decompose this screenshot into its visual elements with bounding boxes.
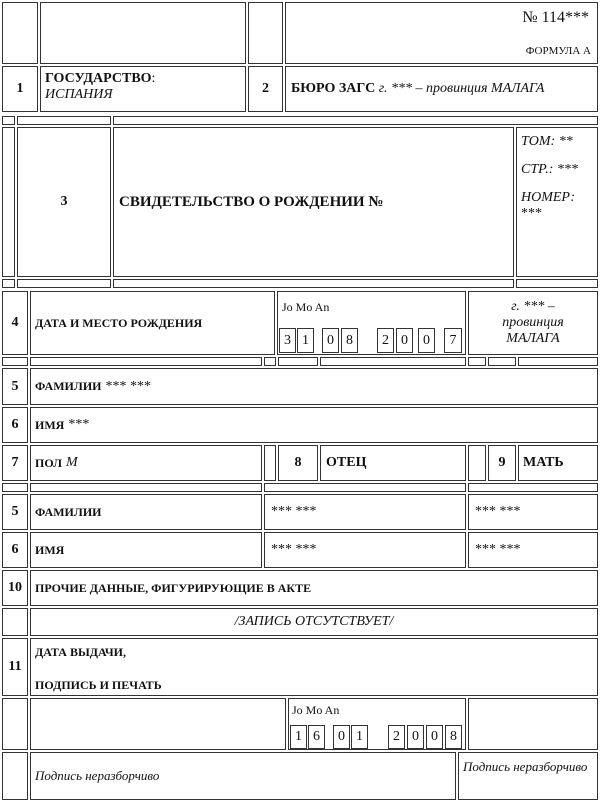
header-spacer-cell — [248, 2, 283, 64]
issue-day-digit: 1 — [290, 725, 307, 749]
field-number-2: 2 — [248, 66, 283, 112]
separator-cell — [320, 357, 466, 366]
other-data-value: /ЗАПИСЬ ОТСУТСТВУЕТ/ — [30, 608, 598, 636]
separator-cell — [518, 357, 598, 366]
separator-cell — [278, 357, 318, 366]
mother-header: МАТЬ — [518, 445, 598, 481]
state-cell — [40, 66, 246, 112]
name-value: *** — [68, 417, 90, 432]
field-number-1: 1 — [2, 66, 38, 112]
margin-cell — [2, 698, 28, 750]
parents-name-label: ИМЯ — [30, 532, 262, 568]
separator-cell — [468, 483, 598, 492]
page-field: СТР.: *** — [521, 162, 578, 177]
registry-office-label: БЮРО ЗАГС — [291, 81, 376, 96]
mother-surname-value: *** *** — [468, 494, 598, 530]
field-number-5: 5 — [2, 368, 28, 405]
state-colon: : — [151, 71, 156, 86]
field-number-10: 10 — [2, 570, 28, 606]
state-value: ИСПАНИЯ — [45, 87, 113, 102]
blank-cell — [468, 698, 598, 750]
birth-date-place-label: ДАТА И МЕСТО РОЖДЕНИЯ — [30, 291, 275, 355]
field-number-7: 7 — [2, 445, 28, 481]
issue-year-digit: 2 — [388, 725, 405, 749]
separator-cell — [2, 483, 28, 492]
surname-value: *** *** — [105, 378, 151, 394]
separator-cell — [30, 483, 262, 492]
margin-cell — [2, 127, 15, 277]
separator-cell — [516, 279, 598, 288]
father-name-value: *** *** — [264, 532, 466, 568]
issue-date-cell — [30, 638, 598, 696]
spacer-cell — [468, 445, 486, 481]
field-number-3: 3 — [17, 127, 111, 277]
record-number-value: *** — [521, 206, 542, 221]
sex-cell — [30, 445, 262, 481]
margin-cell — [2, 752, 28, 800]
separator-cell — [264, 357, 276, 366]
certificate-title: СВИДЕТЕЛЬСТВО О РОЖДЕНИИ № — [113, 127, 514, 277]
issue-year-digit: 0 — [426, 725, 443, 749]
name-cell — [30, 407, 598, 443]
surname-cell — [30, 368, 598, 405]
blank-cell — [30, 698, 286, 750]
separator-cell — [17, 279, 111, 288]
separator-cell — [2, 116, 15, 125]
field-number-11: 11 — [2, 638, 28, 696]
header-blank-cell — [40, 2, 246, 64]
issue-month-digit: 0 — [333, 725, 350, 749]
surname-label: ФАМИЛИИ — [35, 379, 102, 393]
birth-place-value: г. *** – провинция МАЛАГА — [468, 291, 598, 355]
issue-year-digit: 0 — [407, 725, 424, 749]
father-surname-value: *** *** — [264, 494, 466, 530]
birth-day-digit: 1 — [297, 328, 314, 353]
name-label: ИМЯ — [35, 417, 65, 432]
separator-cell — [264, 483, 466, 492]
other-data-label: ПРОЧИЕ ДАННЫЕ, ФИГУРИРУЮЩИЕ В АКТЕ — [30, 570, 598, 606]
field-number-6: 6 — [2, 407, 28, 443]
birth-month-digit: 8 — [341, 328, 358, 353]
field-number-9: 9 — [488, 445, 516, 481]
issue-date-label: ДАТА ВЫДАЧИ, — [35, 645, 126, 659]
father-header: ОТЕЦ — [320, 445, 466, 481]
issue-day-digit: 6 — [308, 725, 325, 749]
separator-cell — [113, 279, 514, 288]
issue-year-digit: 8 — [445, 725, 462, 749]
separator-cell — [113, 116, 598, 125]
form-label: ФОРМУЛА А — [525, 45, 591, 57]
birth-date-header: Jo Mo An — [282, 300, 330, 314]
state-label: ГОСУДАРСТВО — [45, 71, 152, 86]
birth-month-digit: 0 — [322, 328, 339, 353]
parents-field-number-6: 6 — [2, 532, 28, 568]
separator-cell — [17, 116, 111, 125]
field-number-4: 4 — [2, 291, 28, 355]
birth-date-cell — [277, 291, 466, 355]
birth-day-digit: 3 — [279, 328, 296, 353]
sex-label: ПОЛ — [35, 455, 63, 470]
margin-cell — [2, 608, 28, 636]
issue-date-digits-cell — [288, 698, 466, 750]
separator-cell — [2, 279, 15, 288]
separator-cell — [488, 357, 516, 366]
issue-month-digit: 1 — [351, 725, 368, 749]
spacer-cell — [264, 445, 276, 481]
birth-year-digit: 0 — [396, 328, 413, 353]
signature-seal-label: ПОДПИСЬ И ПЕЧАТЬ — [35, 678, 162, 692]
sex-value: М — [66, 455, 78, 470]
registry-office-cell — [285, 66, 598, 112]
signature-left: Подпись неразборчиво — [30, 752, 456, 800]
header-corner-cell — [2, 2, 38, 64]
volume-field: ТОМ: ** — [521, 134, 573, 149]
parents-field-number-5: 5 — [2, 494, 28, 530]
state-line — [45, 71, 241, 87]
separator-cell — [468, 357, 486, 366]
mother-name-value: *** *** — [468, 532, 598, 568]
birth-year-digit: 2 — [377, 328, 394, 353]
parents-surname-label: ФАМИЛИИ — [30, 494, 262, 530]
record-number-label: НОМЕР: — [521, 190, 575, 205]
registry-office-value: г. *** – провинция МАЛАГА — [378, 81, 545, 96]
header-number-cell — [285, 2, 598, 64]
separator-cell — [30, 357, 262, 366]
field-number-8: 8 — [278, 445, 318, 481]
certificate-serial-number: № 114*** — [522, 9, 589, 26]
issue-date-header: Jo Mo An — [292, 703, 340, 717]
signature-right: Подпись неразборчиво — [458, 752, 598, 800]
birth-year-digit: 7 — [444, 328, 462, 353]
separator-cell — [2, 357, 28, 366]
birth-year-digit: 0 — [418, 328, 435, 353]
volume-page-cell — [516, 127, 598, 277]
